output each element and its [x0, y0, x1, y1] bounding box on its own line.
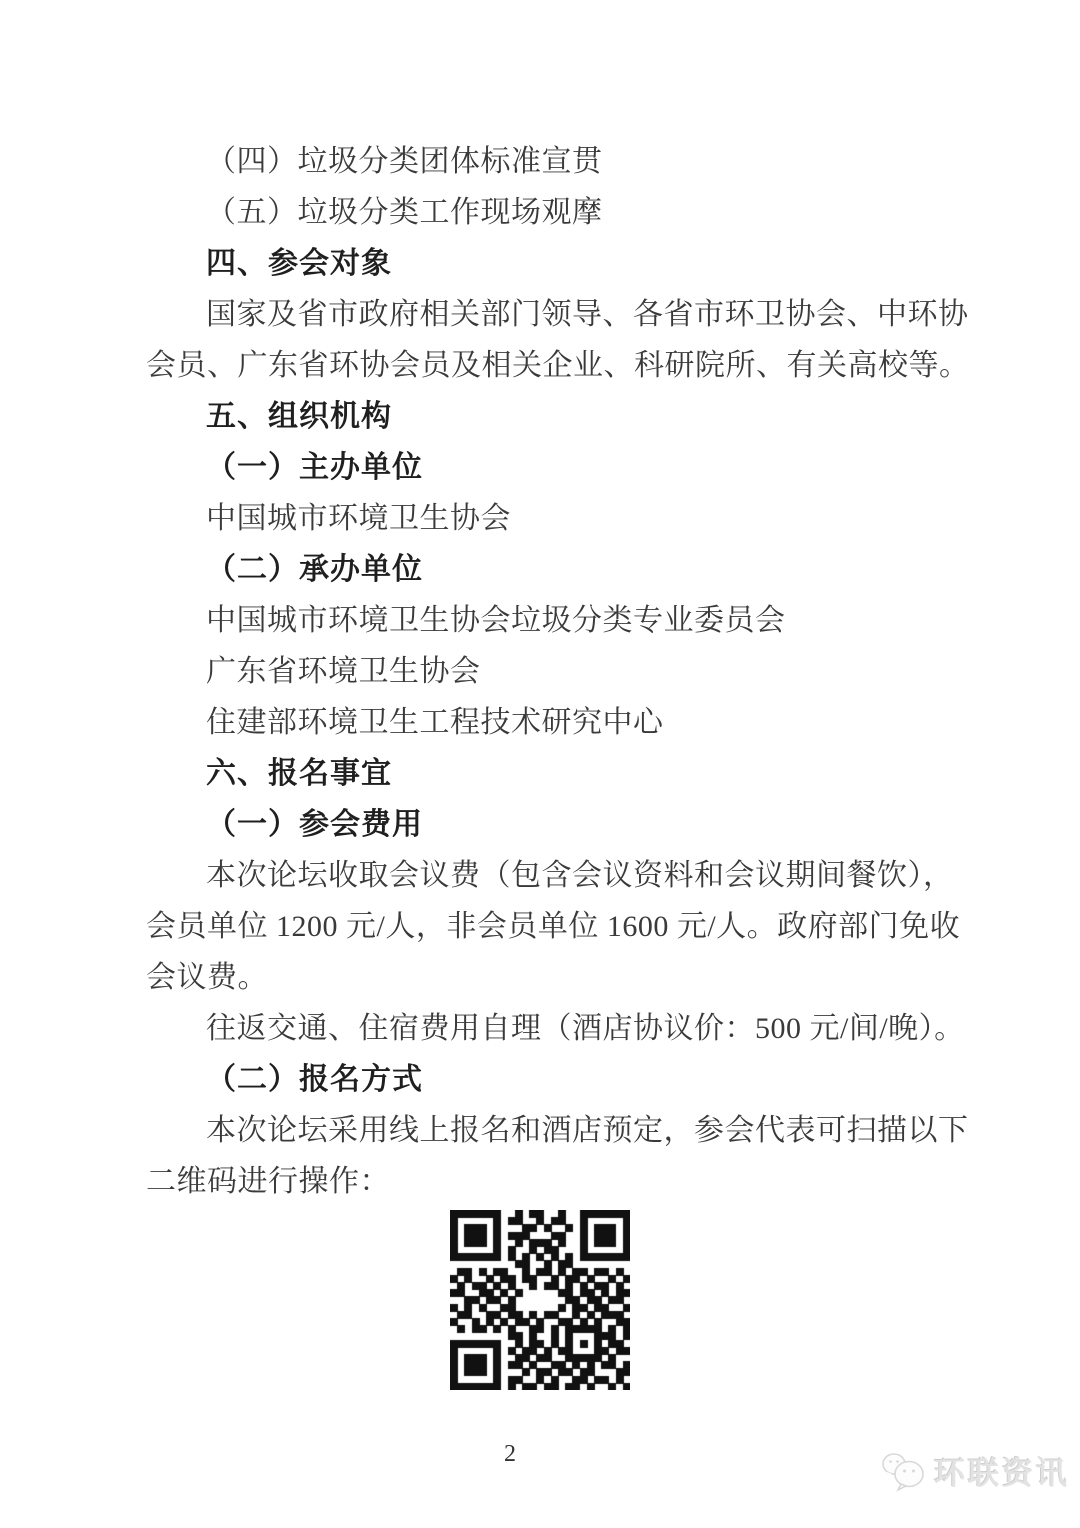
heading-line: 六、报名事宜	[206, 757, 392, 790]
chat-bubbles-icon	[880, 1450, 926, 1492]
registration-qr-code	[450, 1210, 630, 1390]
heading-line: 五、组织机构	[206, 400, 392, 433]
heading-line: （二）承办单位	[206, 553, 423, 586]
page-number: 2	[504, 1441, 516, 1467]
text-line: 本次论坛收取会议费（包含会议资料和会议期间餐饮），	[206, 859, 954, 892]
text-line: 会议费。	[146, 961, 268, 994]
text-line: 中国城市环境卫生协会	[206, 502, 511, 535]
text-line: （四）垃圾分类团体标准宣贯	[206, 145, 603, 178]
text-line: 国家及省市政府相关部门领导、各省市环卫协会、中环协	[206, 298, 969, 331]
heading-line: （二）报名方式	[206, 1063, 423, 1096]
document-body	[146, 136, 970, 1207]
heading-line: （一）主办单位	[206, 451, 423, 484]
text-line: 住建部环境卫生工程技术研究中心	[206, 706, 664, 739]
heading-line: 四、参会对象	[206, 247, 392, 280]
text-line: （五）垃圾分类工作现场观摩	[206, 196, 603, 229]
heading-line: （一）参会费用	[206, 808, 423, 841]
text-line: 会员、广东省环协会员及相关企业、科研院所、有关高校等。	[146, 349, 970, 382]
text-line: 中国城市环境卫生协会垃圾分类专业委员会	[206, 604, 786, 637]
text-line: 广东省环境卫生协会	[206, 655, 481, 688]
text-line: 二维码进行操作：	[146, 1165, 390, 1198]
text-line: 往返交通、住宿费用自理（酒店协议价：500 元/间/晚）。	[206, 1012, 965, 1045]
text-line: 本次论坛采用线上报名和酒店预定，参会代表可扫描以下	[206, 1114, 969, 1147]
text-line: 会员单位 1200 元/人，非会员单位 1600 元/人。政府部门免收	[146, 910, 961, 943]
watermark	[880, 1448, 1070, 1493]
watermark-text: 环联资讯	[934, 1456, 1070, 1491]
